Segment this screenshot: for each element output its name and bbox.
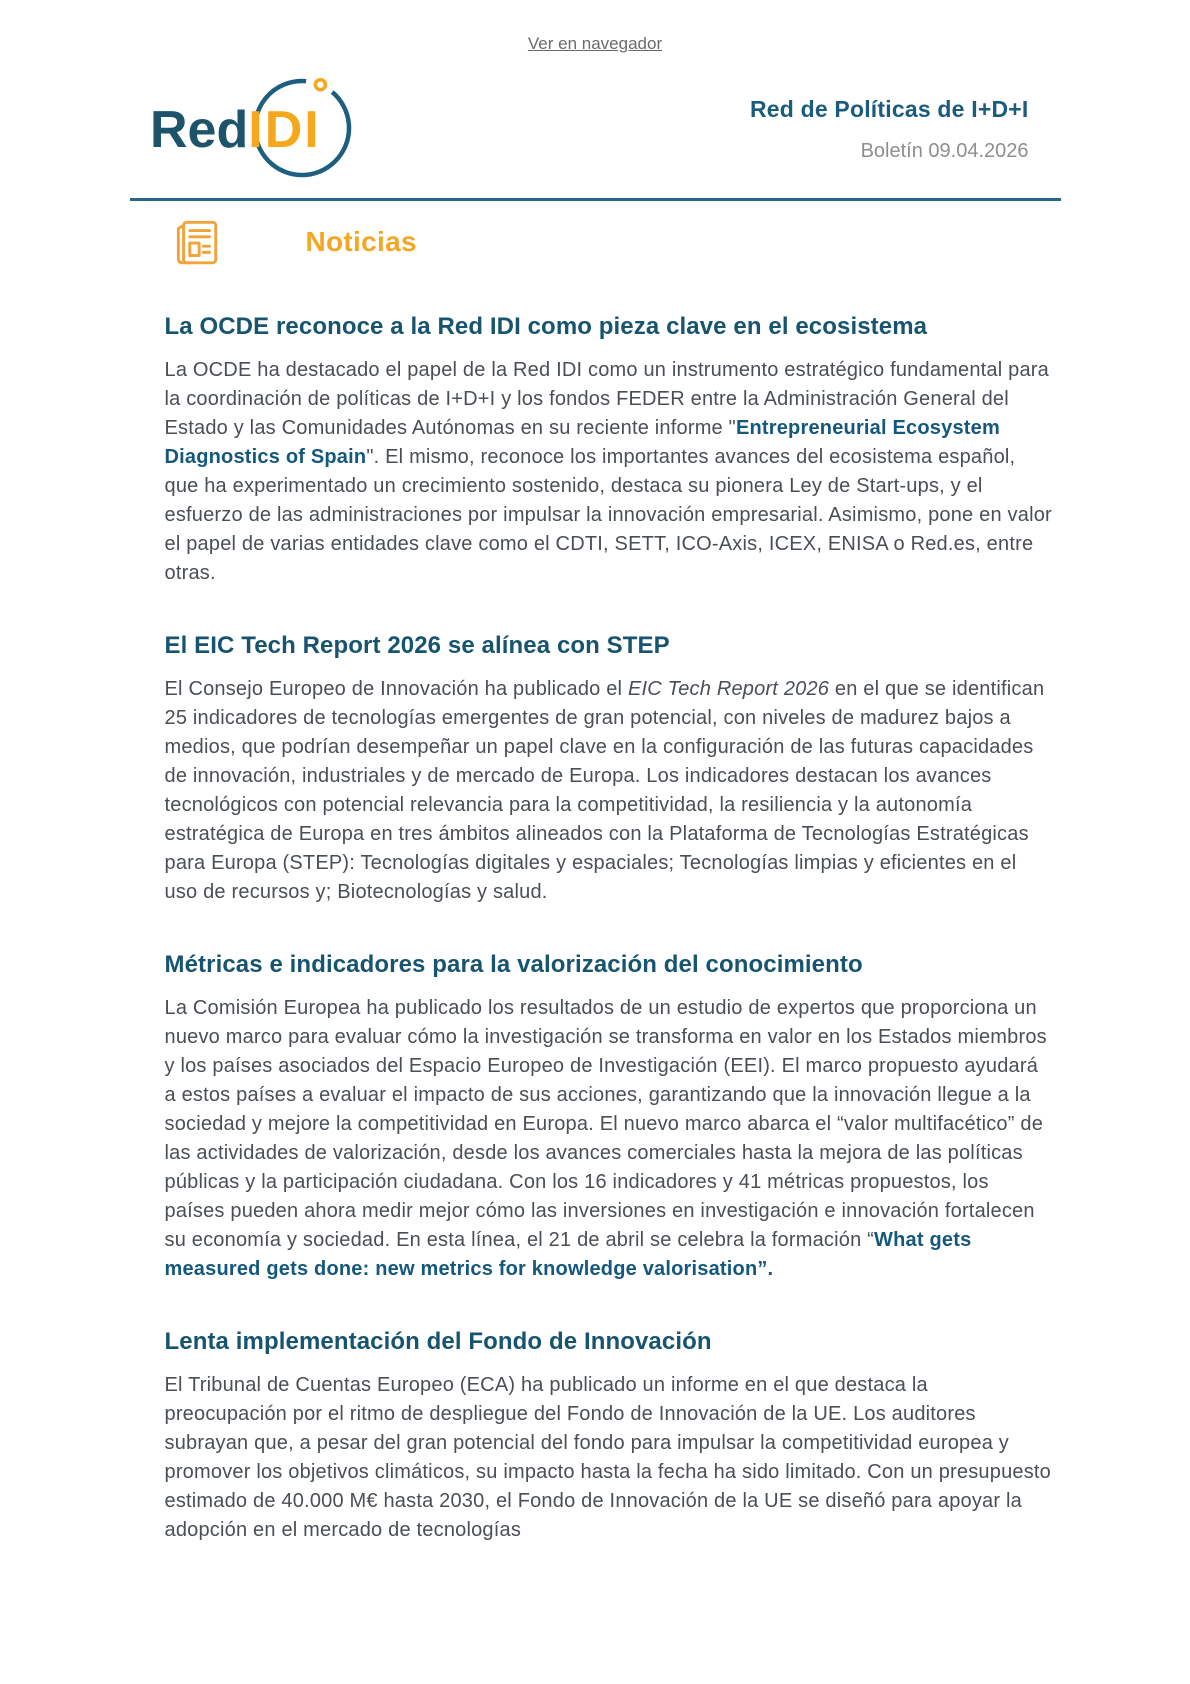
articles-list <box>130 313 1061 1545</box>
article-body <box>165 675 1055 907</box>
body-text: La OCDE ha destacado el papel de la Red IDI como un instrumento estratégico fundamental para la coordinación de políticas de I+D+I y los fondos FEDER entre la Administración General del Estado y las Comunidades Autónomas en su reciente informe " <box>164 359 1049 439</box>
logo-text-idi: IDI <box>247 101 321 159</box>
logo-text-red: Red <box>149 101 248 159</box>
view-in-browser-link[interactable]: Ver en navegador <box>527 34 663 53</box>
newspaper-icon <box>170 215 222 269</box>
header-divider <box>130 198 1061 201</box>
article-body <box>165 1371 1055 1545</box>
article-title: Lenta implementación del Fondo de Innovación <box>164 1328 712 1355</box>
newsletter-page <box>130 0 1061 1605</box>
view-in-browser-row <box>130 34 1061 54</box>
header-right <box>750 96 1029 163</box>
italic-text: EIC Tech Report 2026 <box>627 678 830 700</box>
article-title: La OCDE reconoce a la Red IDI como pieza clave en el ecosistema <box>164 313 928 340</box>
redidi-logo-mark <box>150 68 362 190</box>
article-title: El EIC Tech Report 2026 se alínea con STEP <box>164 632 670 659</box>
body-text: en el que se identifican 25 indicadores de tecnologías emergentes de gran potencial, con niveles de madurez bajos a medios, que podrían desempeñar un papel clave en la configuración de las futuras capacidades de innovación, industriales y de mercado de Europa. Los indicadores destacan los avances tecnológicos con potencial relevancia para la competitividad, la resiliencia y la autonomía estratégica de Europa en tres ámbitos alineados con la Plataforma de Tecnologías Estratégicas para Europa (STEP): Tecnologías digitales y espaciales; Tecnologías limpias y eficientes en el uso de recursos y; Biotecnologías y salud. <box>164 678 1045 903</box>
article-body <box>165 994 1055 1284</box>
article-body <box>165 356 1055 588</box>
inline-link[interactable]: What gets measured gets done: new metrics for knowledge valorisation”. <box>164 1229 972 1280</box>
inline-link[interactable]: Entrepreneurial Ecosystem Diagnostics of Spain <box>164 417 1000 468</box>
article-title: Métricas e indicadores para la valorización del conocimiento <box>164 951 863 978</box>
logo-text <box>150 101 321 159</box>
newsletter-header <box>130 68 1061 190</box>
section-title: Noticias <box>305 226 417 257</box>
body-text: La Comisión Europea ha publicado los resultados de un estudio de expertos que proporciona un nuevo marco para evaluar cómo la investigación se transforma en valor en los Estados miembros y los países asociados del Espacio Europeo de Investigación (EEI). El marco propuesto ayudará a estos países a evaluar el impacto de sus acciones, garantizando que la innovación llegue a la sociedad y mejore la competitividad en Europa. El nuevo marco abarca el “valor multifacético” de las actividades de valorización, desde los avances comerciales hasta la mejora de las políticas públicas y la participación ciudadana. Con los 16 indicadores y 41 métricas propuestos, los países pueden ahora medir mejor cómo las inversiones en investigación e innovación fortalecen su economía y sociedad. En esta línea, el 21 de abril se celebra la formación “ <box>164 997 1047 1251</box>
body-text: El Consejo Europeo de Innovación ha publicado el <box>164 678 628 700</box>
news-section-header <box>130 215 1061 269</box>
issue-date: Boletín 09.04.2026 <box>860 139 1029 162</box>
body-text: ". El mismo, reconoce los importantes avances del ecosistema español, que ha experimentado un crecimiento sostenido, destaca su pionera Ley de Start-ups, y el esfuerzo de las administraciones por impulsar la innovación empresarial. Asimismo, pone en valor el papel de varias entidades clave como el CDTI, SETT, ICO-Axis, ICEX, ENISA o Red.es, entre otras. <box>164 446 1052 584</box>
body-text: El Tribunal de Cuentas Europeo (ECA) ha publicado un informe en el que destaca la preocupación por el ritmo de despliegue del Fondo de Innovación de la UE. Los auditores subrayan que, a pesar del gran potencial del fondo para impulsar la competitividad europea y promover los objetivos climáticos, su impacto hasta la fecha ha sido limitado. Con un presupuesto estimado de 40.000 M€ hasta 2030, el Fondo de Innovación de la UE se diseñó para apoyar la adopción en el mercado de tecnologías <box>164 1374 1052 1541</box>
redidi-logo <box>150 68 362 190</box>
org-name: Red de Políticas de I+D+I <box>749 95 1029 122</box>
logo-orbit-dot <box>315 80 325 90</box>
